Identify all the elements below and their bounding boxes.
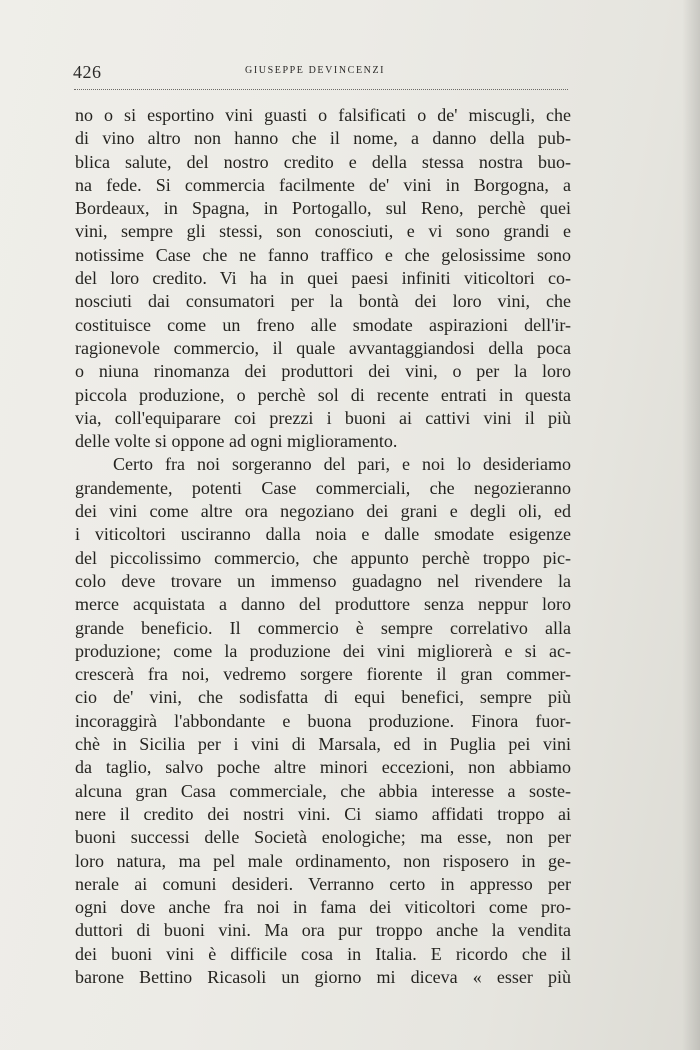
text-line: vini, sempre gli stessi, son conosciuti, e vi sono grandi e (75, 221, 571, 242)
text-line: barone Bettino Ricasoli un giorno mi diceva « esser più (75, 966, 571, 987)
text-line: costituisce come un freno alle smodate aspirazioni dell'ir- (75, 314, 571, 335)
text-line: ogni dove anche fra noi in fama dei viticoltori come pro- (75, 897, 571, 918)
text-line: Certo fra noi sorgeranno del pari, e noi lo desideriamo (113, 454, 571, 475)
text-line: na fede. Si commercia facilmente de' vini in Borgogna, a (75, 174, 571, 195)
text-line: da taglio, salvo poche altre minori eccezioni, non abbiamo (75, 757, 571, 778)
text-line: buoni successi delle Società enologiche; ma esse, non per (75, 827, 571, 848)
text-line: cio de' vini, che sodisfatta di equi benefici, sempre più (75, 687, 571, 708)
text-line: dei buoni vini è difficile cosa in Italia. E ricordo che il (75, 943, 571, 964)
text-line: crescerà fra noi, vedremo sorgere fiorente il gran commer- (75, 664, 571, 685)
text-line: piccola produzione, o perchè sol di recente entrati in questa (75, 384, 571, 405)
text-line: Bordeaux, in Spagna, in Portogallo, sul Reno, perchè quei (75, 198, 571, 219)
text-line: grandemente, potenti Case commerciali, che negozieranno (75, 477, 571, 498)
text-line: notissime Case che ne fanno traffico e che gelosissime sono (75, 244, 571, 265)
text-line: produzione; come la produzione dei vini migliorerà e si ac- (75, 640, 571, 661)
text-line: del piccolissimo commercio, che appunto perchè troppo pic- (75, 547, 571, 568)
text-line: ragionevole commercio, il quale avvantaggiandosi della poca (75, 337, 571, 358)
text-line: chè in Sicilia per i vini di Marsala, ed in Puglia pei vini (75, 734, 571, 755)
text-line: del loro credito. Vi ha in quei paesi infiniti viticoltori co- (75, 268, 571, 289)
text-line: no o si esportino vini guasti o falsificati o de' miscugli, che (75, 105, 571, 125)
paragraph-2 (75, 453, 571, 989)
text-line: nerale ai comuni desideri. Verranno certo in appresso per (75, 873, 571, 894)
text-line: via, coll'equiparare coi prezzi i buoni ai cattivi vini il più (75, 407, 571, 428)
text-line: merce acquistata a danno del produttore senza neppur loro (75, 594, 571, 615)
text-line: grande beneficio. Il commercio è sempre correlativo alla (75, 617, 571, 638)
text-line: i viticoltori usciranno dalla noia e dalle smodate esigenze (75, 524, 571, 545)
running-head: GIUSEPPE DEVINCENZI (245, 65, 386, 76)
text-line: dei vini come altre ora negoziano dei grani e degli oli, ed (75, 501, 571, 522)
page-header (73, 60, 569, 88)
header-rule (74, 89, 568, 90)
text-line: incoraggirà l'abbondante e buona produzione. Finora fuor- (75, 710, 571, 731)
page-edge-shadow (682, 0, 700, 1050)
text-line: blica salute, del nostro credito e della stessa nostra buo- (75, 151, 571, 172)
text-line: loro natura, ma pel male ordinamento, non risposero in ge- (75, 850, 571, 871)
page-number: 426 (73, 62, 102, 82)
body-text (75, 104, 571, 989)
text-line: o niuna rinomanza dei produttori dei vini, o per la loro (75, 361, 571, 382)
text-line: nosciuti dai consumatori per la bontà dei loro vini, che (75, 291, 571, 312)
text-line: alcuna gran Casa commerciale, che abbia interesse a soste- (75, 780, 571, 801)
text-line: di vino altro non hanno che il nome, a danno della pub- (75, 128, 571, 149)
text-line: colo deve trovare un immenso guadagno nel rivendere la (75, 570, 571, 591)
text-line: nere il credito dei nostri vini. Ci siamo affidati troppo ai (75, 803, 571, 824)
paragraph-1 (75, 104, 571, 453)
text-line: delle volte si oppone ad ogni miglioramento. (75, 431, 398, 452)
text-line: duttori di buoni vini. Ma ora pur troppo anche la vendita (75, 920, 571, 941)
